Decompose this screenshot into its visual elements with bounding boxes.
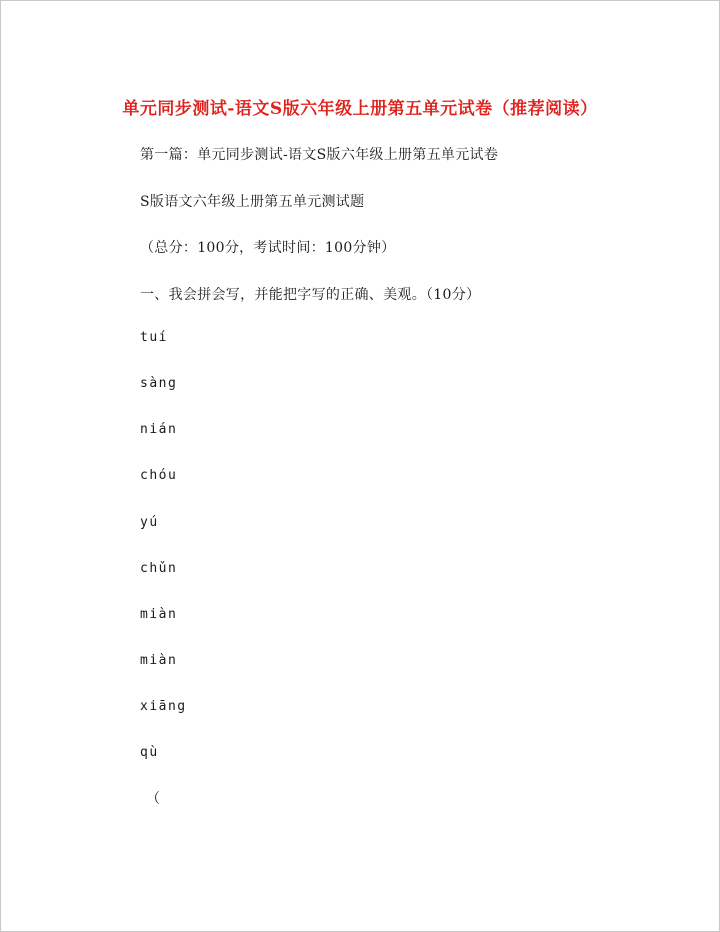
pinyin-item: yú — [140, 515, 159, 530]
pinyin-item: sàng — [140, 376, 178, 391]
pinyin-item: miàn — [140, 653, 178, 668]
pinyin-item: chóu — [140, 468, 178, 483]
score-time-info: （总分：100分，考试时间：100分钟） — [140, 240, 396, 256]
test-title: S版语文六年级上册第五单元测试题 — [140, 194, 365, 210]
pinyin-item: nián — [140, 422, 178, 437]
pinyin-item: miàn — [140, 607, 178, 622]
trailing-parenthesis: （ — [146, 791, 160, 807]
pinyin-item: tuí — [140, 330, 168, 345]
pinyin-item: xiāng — [140, 699, 187, 714]
question-one-prompt: 一、我会拼会写，并能把字写的正确、美观。（10分） — [140, 287, 481, 303]
pinyin-item: qù — [140, 745, 159, 760]
pinyin-item: chǔn — [140, 561, 178, 576]
section-heading: 第一篇：单元同步测试-语文S版六年级上册第五单元试卷 — [140, 147, 499, 163]
document-title: 单元同步测试-语文S版六年级上册第五单元试卷（推荐阅读） — [122, 99, 598, 119]
